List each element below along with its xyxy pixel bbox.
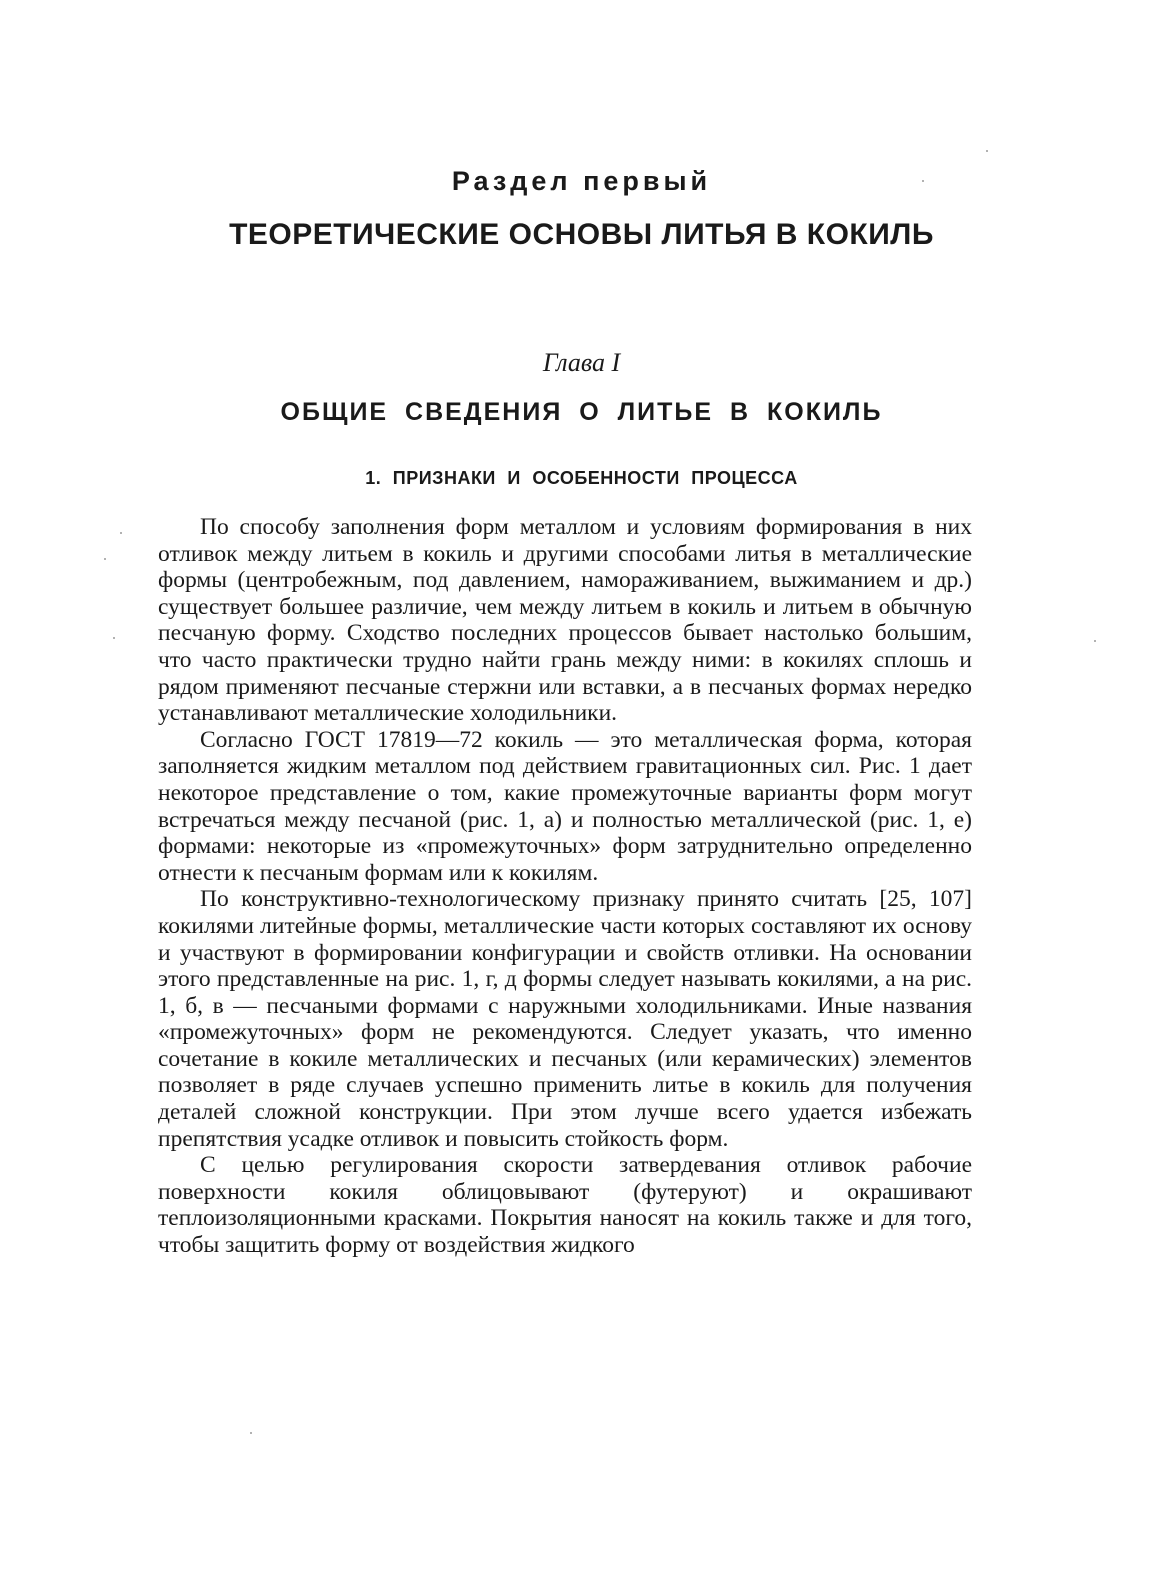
paragraph: По способу заполнения форм металлом и условиям формирования в них отливок между литьем в кокиль и другими способами литья в металлические формы (центробежным, под давлением, намораживанием, выжиманием и др.) существует большее различие, чем между литьем в кокиль и литьем в обычную песчаную форму. Сходство последних процессов бывает настолько большим, что часто практически трудно найти грань между ними: в кокилях сплошь и рядом применяют песчаные стержни или вставки, а в песчаных формах нередко устанавливают металлические холодильники. [158,514,972,727]
body-text [158,514,972,1259]
scan-speck [250,1432,252,1434]
chapter-title: ОБЩИЕ СВЕДЕНИЯ О ЛИТЬЕ В КОКИЛЬ [280,398,883,426]
scan-speck [104,558,106,560]
scan-speck [120,532,122,534]
section-title: ТЕОРЕТИЧЕСКИЕ ОСНОВЫ ЛИТЬЯ В КОКИЛЬ [229,218,934,251]
paragraph: С целью регулирования скорости затвердевания отливок рабочие поверхности кокиля облицовывают (футеруют) и окрашивают теплоизоляционными красками. Покрытия наносят на кокиль также и для того, чтобы защитить форму от воздействия жидкого [158,1152,972,1259]
paragraph: Согласно ГОСТ 17819—72 кокиль — это металлическая форма, которая заполняется жидким металлом под действием гравитационных сил. Рис. 1 дает некоторое представление о том, какие промежуточные варианты форм могут встречаться между песчаной (рис. 1, а) и полностью металлической (рис. 1, е) формами: некоторые из «промежуточных» форм затруднительно определенно отнести к песчаным формам или к кокилям. [158,726,972,886]
scan-speck [922,180,924,182]
chapter-label: Глава I [542,348,621,377]
scan-speck [1094,640,1096,642]
subsection-title: 1. ПРИЗНАКИ И ОСОБЕННОСТИ ПРОЦЕССА [365,468,798,488]
paragraph: По конструктивно-технологическому признаку принято считать [25, 107] кокилями литейные формы, металлические части которых составляют их основу и участвуют в формировании конфигурации и свойств отливки. На основании этого представленные на рис. 1, г, д формы следует называть кокилями, а на рис. 1, б, в — песчаными формами с наружными холодильниками. Иные названия «промежуточных» форм не рекомендуются. Следует указать, что именно сочетание в кокиле металлических и песчаных (или керамических) элементов позволяет в ряде случаев успешно применить литье в кокиль для получения деталей сложной конструкции. При этом лучше всего удается избежать препятствия усадке отливок и повысить стойкость форм. [158,886,972,1152]
section-label: Раздел первый [451,166,712,196]
scan-speck [113,637,115,639]
scan-speck [986,150,988,152]
